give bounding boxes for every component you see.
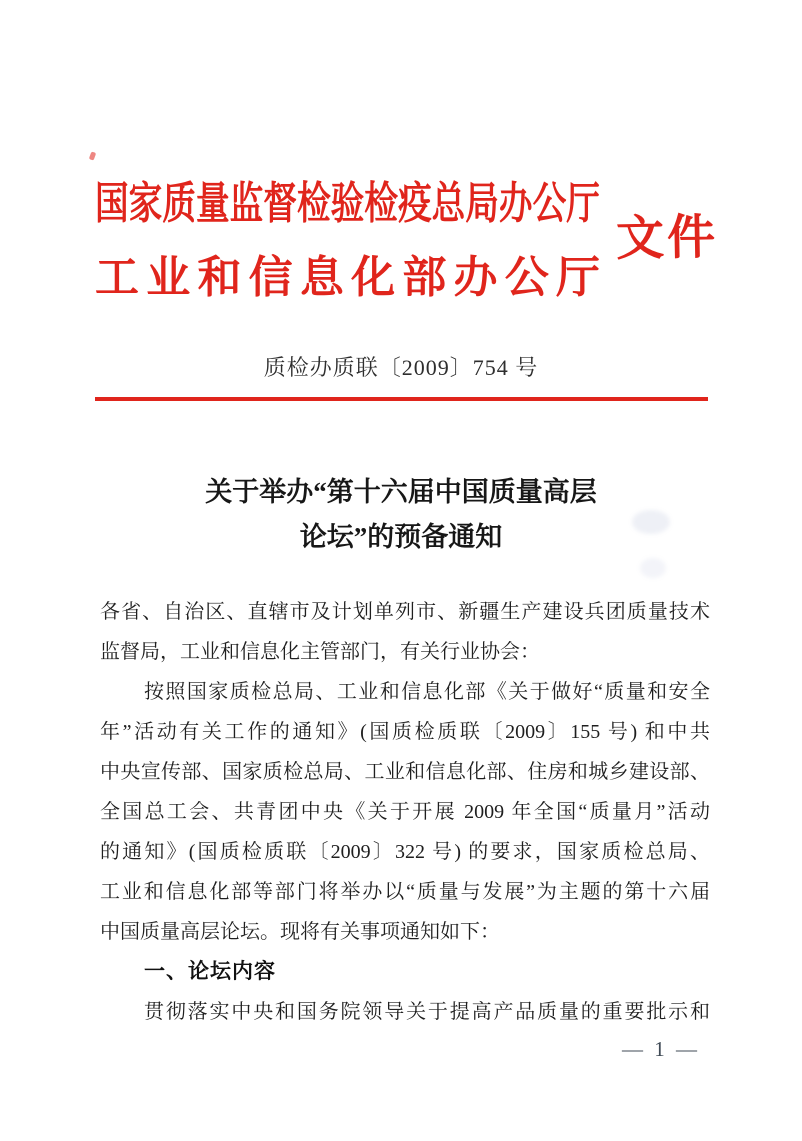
scan-speck — [89, 151, 96, 160]
paragraph-line: 贯彻落实中央和国务院领导关于提高产品质量的重要批示和 — [144, 1001, 710, 1023]
page-number: — 1 — — [622, 1037, 700, 1061]
section-heading-forum-content: 一、论坛内容 — [144, 960, 276, 983]
letterhead-doc-type-label: 文件 — [615, 211, 719, 266]
paragraph-line: 中央宣传部、国家质检总局、工业和信息化部、住房和城乡建设部、 — [100, 761, 710, 783]
red-divider-line — [95, 397, 708, 401]
document-body — [100, 592, 710, 1032]
salutation-line: 监督局，工业和信息化主管部门，有关行业协会： — [100, 641, 540, 663]
paragraph-line: 的通知》(国质检质联〔2009〕322 号) 的要求，国家质检总局、 — [100, 841, 710, 863]
paragraph-line: 工业和信息化部等部门将举办以“质量与发展”为主题的第十六届 — [100, 881, 710, 903]
letterhead-agency-line1: 国家质量监督检验检疫总局办公厅 — [95, 179, 600, 228]
paragraph-line: 年”活动有关工作的通知》(国质检质联〔2009〕155 号) 和中共 — [100, 721, 710, 743]
document-title-line1: 关于举办“第十六届中国质量高层 — [205, 477, 597, 507]
paragraph-line: 中国质量高层论坛。现将有关事项通知如下： — [100, 921, 500, 943]
letterhead-agency-line2: 工业和信息化部办公厅 — [95, 253, 600, 302]
document-title — [0, 470, 802, 560]
paragraph-line: 全国总工会、共青团中央《关于开展 2009 年全国“质量月”活动 — [100, 801, 710, 823]
paragraph-line: 按照国家质检总局、工业和信息化部《关于做好“质量和安全 — [144, 681, 710, 703]
document-title-line2: 论坛”的预备通知 — [299, 522, 503, 552]
document-reference-number: 质检办质联〔2009〕754 号 — [263, 355, 539, 380]
salutation-line: 各省、自治区、直辖市及计划单列市、新疆生产建设兵团质量技术 — [100, 601, 710, 623]
scan-smudge — [640, 558, 666, 578]
